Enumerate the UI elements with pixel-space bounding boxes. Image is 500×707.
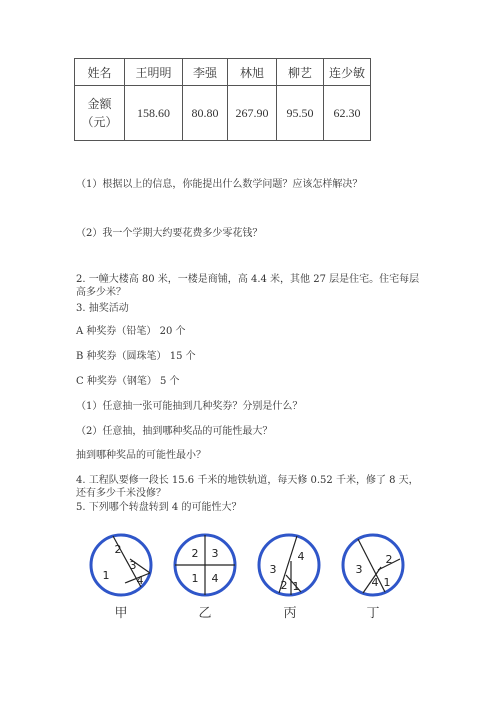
- table-header-cell: 连少敏: [324, 59, 371, 86]
- table-row: [75, 86, 371, 141]
- table-cell: 95.50: [277, 86, 324, 141]
- spinner-sector-label: 2: [280, 579, 288, 592]
- spinner-sector-label: 4: [371, 576, 379, 589]
- spinner-sector-label: 3: [355, 563, 363, 576]
- table-header-cell: 柳艺: [277, 59, 324, 86]
- spinners-figure: [0, 530, 500, 600]
- row-label-line: （元）: [81, 115, 118, 129]
- spinner-sector-label: 1: [292, 580, 300, 593]
- spinner-ding: [343, 535, 403, 595]
- spinner-label-jia: 甲: [114, 606, 128, 621]
- table-cell: 62.30: [324, 86, 371, 141]
- spinner-label-ding: 丁: [366, 606, 380, 621]
- spinner-sector-label: 4: [211, 572, 219, 585]
- spinner-sector-label: 1: [102, 569, 110, 582]
- q3-question-2: （2）任意抽，抽到哪种奖品的可能性最大？: [76, 426, 273, 437]
- table-header-cell: 王明明: [125, 59, 183, 86]
- spinner-sector-label: 3: [211, 547, 219, 560]
- spinner-sector-label: 1: [191, 572, 199, 585]
- spinner-jia: [91, 535, 151, 595]
- q4-text: 4. 工程队要修一段长 15.6 千米的地铁轨道，每天修 0.52 千米，修了 8 天，还有多少千米没修？: [76, 475, 419, 499]
- row-label-line: 金额: [87, 97, 112, 111]
- q3-item-b: B 种奖券（圆珠笔） 15 个: [76, 351, 196, 362]
- table-header-row: [75, 59, 371, 86]
- amount-table: [74, 58, 371, 141]
- spinner-yi: [175, 535, 235, 595]
- q3-item-a: A 种奖券（铅笔） 20 个: [76, 326, 186, 337]
- table-cell: 80.80: [183, 86, 228, 141]
- spinner-label-yi: 乙: [198, 606, 212, 621]
- spinner-sector-label: 2: [114, 543, 122, 556]
- q5-title: 5. 下列哪个转盘转到 4 的可能性大？: [76, 502, 242, 513]
- spinner-sector-label: 3: [269, 563, 277, 576]
- table-cell: 267.90: [228, 86, 277, 141]
- spinner-sector-label: 1: [383, 576, 391, 589]
- spinner-bing: [259, 535, 319, 595]
- row-label-cell: [75, 86, 125, 141]
- spinner-sector-label: 4: [297, 550, 305, 563]
- spinner-sector-label: 2: [191, 547, 199, 560]
- q1-part2: （2）我一个学期大约要花费多少零花钱？: [76, 228, 263, 239]
- spinner-label-bing: 丙: [283, 606, 297, 621]
- q3-title: 3. 抽奖活动: [76, 303, 129, 314]
- table-header-cell: 李强: [183, 59, 228, 86]
- q2-text: 2. 一幢大楼高 80 米，一楼是商铺，高 4.4 米，其他 27 层是住宅。住宅每层高多少米？: [76, 274, 420, 298]
- table-cell: 158.60: [125, 86, 183, 141]
- q1-part1: （1）根据以上的信息，你能提出什么数学问题？应该怎样解决？: [76, 179, 363, 190]
- table-header-cell: 林旭: [228, 59, 277, 86]
- q3-item-c: C 种奖券（钢笔） 5 个: [76, 376, 180, 387]
- spinner-sector-label: 3: [129, 559, 137, 572]
- spinner-sector-label: 4: [136, 574, 144, 587]
- q3-question-1: （1）任意抽一张可能抽到几种奖券？分别是什么？: [76, 401, 303, 412]
- table-header-cell: 姓名: [75, 59, 125, 86]
- spinner-sector-label: 2: [385, 553, 393, 566]
- q3-question-3: 抽到哪种奖品的可能性最小？: [76, 450, 206, 461]
- spinner-rim: [259, 535, 319, 595]
